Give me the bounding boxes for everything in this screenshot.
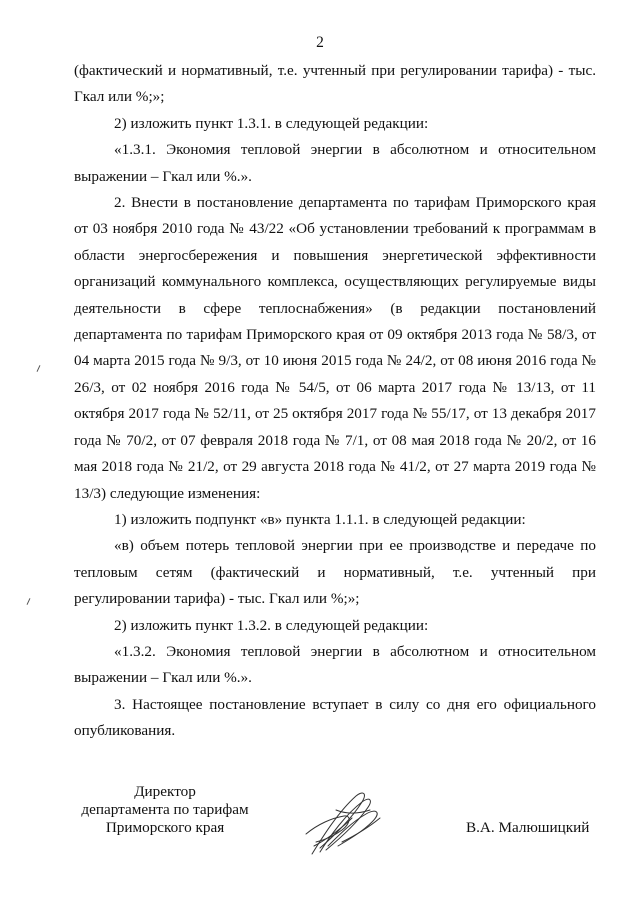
signatory-title-line: Директор xyxy=(134,783,196,800)
signatory-title-line: Приморского края xyxy=(105,819,225,836)
handwritten-signature xyxy=(298,788,388,858)
signatory-title xyxy=(60,783,270,837)
paragraph-item-1-amend-1-1-1: 1) изложить подпункт «в» пункта 1.1.1. в следующей редакции: xyxy=(114,510,526,528)
paragraph-quote-1-3-1: «1.3.1. Экономия тепловой энергии в абсолютном и относительном выражении – Гкал или %.». xyxy=(74,141,596,185)
paragraph-continuation: (фактический и нормативный, т.е. учтенный при регулировании тарифа) - тыс. Гкал или %;»; xyxy=(74,62,596,106)
document-body xyxy=(74,58,596,745)
paragraph-item-2-amend-1-3-2: 2) изложить пункт 1.3.2. в следующей редакции: xyxy=(114,616,429,634)
page-number: 2 xyxy=(316,34,324,51)
paragraph-quote-v: «в) объем потерь тепловой энергии при ее производстве и передаче по тепловым сетям (фактический и нормативный, т.е. учтенный при регулировании тарифа) - тыс. Гкал или %;»; xyxy=(74,537,596,608)
paragraph-quote-1-3-2: «1.3.2. Экономия тепловой энергии в абсолютном и относительном выражении – Гкал или %.». xyxy=(74,642,596,687)
margin-scan-mark xyxy=(27,598,31,605)
signatory-title-line: департамента по тарифам xyxy=(81,801,249,818)
signatory-name: В.А. Малюшицкий xyxy=(466,819,590,836)
paragraph-item-2-amend-1-3-1: 2) изложить пункт 1.3.1. в следующей редакции: xyxy=(114,114,429,132)
margin-scan-mark xyxy=(37,365,41,372)
paragraph-section-3: 3. Настоящее постановление вступает в силу со дня его официального опубликования. xyxy=(74,695,596,740)
paragraph-section-2: 2. Внести в постановление департамента по тарифам Приморского края от 03 ноября 2010 года № 43/22 «Об установлении требований к программам в области энергосбережения и повышения энергетической эффективности организаций коммунального комплекса, осуществляющих регулируемые виды деятельности в сфере теплоснабжения» (в редакции постановлений департамента по тарифам Приморского края от 09 октября 2013 года № 58/3, от 04 марта 2015 года № 9/3, от 10 июня 2015 года № 24/2, от 08 июня 2016 года № 26/3, от 02 ноября 2016 года № 54/5, от 06 марта 2017 года № 13/13, от 11 октября 2017 года № 52/11, от 25 октября 2017 года № 55/17, от 13 декабря 2017 года № 70/2, от 07 февраля 2018 года № 7/1, от 08 мая 2018 года № 20/2, от 16 мая 2018 года № 21/2, от 29 августа 2018 года № 41/2, от 27 марта 2019 года № 13/3) следующие изменения: xyxy=(74,194,596,502)
